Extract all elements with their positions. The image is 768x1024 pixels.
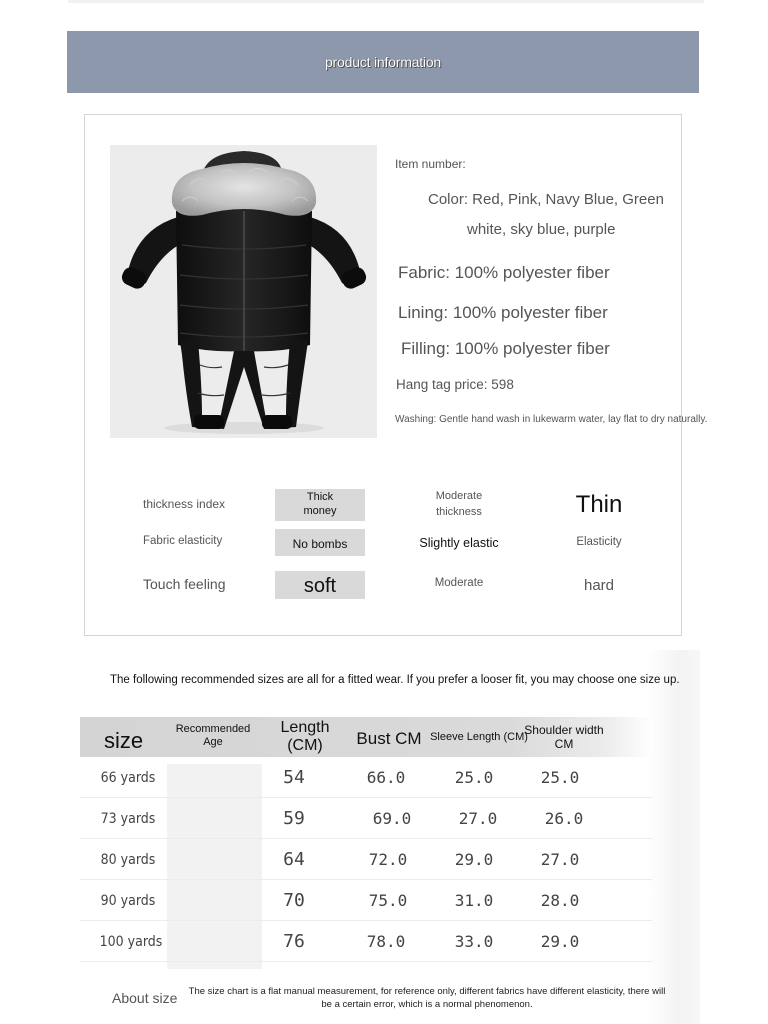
table-row bbox=[80, 798, 652, 839]
bust-cell: 75.0 bbox=[368, 891, 408, 910]
header-length: Length (CM) bbox=[280, 718, 330, 754]
header-bust: Bust CM bbox=[356, 729, 422, 749]
hang-tag-price: Hang tag price: 598 bbox=[396, 377, 514, 392]
size-chart-header bbox=[80, 717, 652, 757]
shoulder-cell: 27.0 bbox=[540, 850, 580, 869]
shoulder-cell: 26.0 bbox=[544, 809, 584, 828]
shoulder-cell: 29.0 bbox=[540, 932, 580, 951]
header-sleeve-length: Sleeve Length (CM) bbox=[430, 730, 528, 743]
size-cell: 90 yards bbox=[100, 892, 156, 909]
sleeve-cell: 27.0 bbox=[458, 809, 498, 828]
size-cell: 100 yards bbox=[99, 933, 163, 950]
elasticity-selected-box: No bombs bbox=[275, 529, 365, 556]
size-cell: 73 yards bbox=[100, 810, 156, 827]
size-recommendation-note: The following recommended sizes are all for a fitted wear. If you prefer a looser fit, you may choose one size up. bbox=[110, 674, 680, 686]
thickness-selected-box: Thick money bbox=[275, 489, 365, 521]
header-size: size bbox=[103, 728, 144, 754]
product-photo bbox=[110, 145, 377, 438]
item-number: Item number: bbox=[395, 157, 466, 171]
filling-spec: Filling: 100% polyester fiber bbox=[401, 339, 610, 358]
about-size-label: About size bbox=[112, 990, 178, 1006]
length-cell: 64 bbox=[283, 849, 305, 870]
length-cell: 59 bbox=[283, 808, 305, 829]
header-shoulder-width: Shoulder width CM bbox=[524, 723, 604, 751]
thickness-option-moderate: Moderate thickness bbox=[435, 490, 483, 518]
table-row bbox=[80, 880, 652, 921]
touch-option-hard: hard bbox=[583, 577, 615, 594]
table-row bbox=[80, 921, 652, 962]
top-divider bbox=[68, 0, 704, 3]
sleeve-cell: 33.0 bbox=[454, 932, 494, 951]
lining-spec: Lining: 100% polyester fiber bbox=[398, 303, 608, 322]
bust-cell: 69.0 bbox=[372, 809, 412, 828]
bust-cell: 72.0 bbox=[368, 850, 408, 869]
shoulder-cell: 25.0 bbox=[540, 768, 580, 787]
length-cell: 70 bbox=[283, 890, 305, 911]
touch-label: Touch feeling bbox=[143, 576, 226, 592]
color-line-2: white, sky blue, purple bbox=[467, 221, 616, 238]
elasticity-option-slight: Slightly elastic bbox=[419, 536, 499, 550]
length-cell: 76 bbox=[283, 931, 305, 952]
size-cell: 80 yards bbox=[100, 851, 156, 868]
about-size-text: The size chart is a flat manual measurement, for reference only, different fabrics have different elasticity, there will be a certain error, which is a normal phenomenon. bbox=[188, 986, 666, 1010]
product-info-panel bbox=[84, 114, 708, 636]
header-recommended-age: Recommended Age bbox=[175, 723, 251, 748]
thickness-label: thickness index bbox=[143, 497, 226, 511]
size-cell: 66 yards bbox=[100, 769, 156, 786]
fabric-spec: Fabric: 100% polyester fiber bbox=[398, 263, 610, 282]
washing-instructions: Washing: Gentle hand wash in lukewarm water, lay flat to dry naturally. bbox=[395, 414, 708, 425]
snowsuit-image bbox=[110, 145, 377, 438]
banner-title: product information bbox=[324, 54, 442, 70]
elasticity-option-elastic: Elasticity bbox=[576, 536, 622, 548]
length-cell: 54 bbox=[283, 767, 305, 788]
thickness-option-thin: Thin bbox=[575, 491, 623, 518]
table-row bbox=[80, 839, 652, 880]
size-chart bbox=[80, 717, 652, 962]
color-line-1: Color: Red, Pink, Navy Blue, Green bbox=[428, 191, 664, 208]
table-row bbox=[80, 757, 652, 798]
sleeve-cell: 25.0 bbox=[454, 768, 494, 787]
bust-cell: 66.0 bbox=[366, 768, 406, 787]
product-info-banner bbox=[67, 31, 699, 93]
elasticity-label: Fabric elasticity bbox=[143, 535, 223, 547]
bust-cell: 78.0 bbox=[366, 932, 406, 951]
sleeve-cell: 29.0 bbox=[454, 850, 494, 869]
background-haze bbox=[648, 650, 700, 1024]
touch-selected-box: soft bbox=[275, 571, 365, 599]
shoulder-cell: 28.0 bbox=[540, 891, 580, 910]
touch-option-moderate: Moderate bbox=[434, 577, 484, 589]
sleeve-cell: 31.0 bbox=[454, 891, 494, 910]
